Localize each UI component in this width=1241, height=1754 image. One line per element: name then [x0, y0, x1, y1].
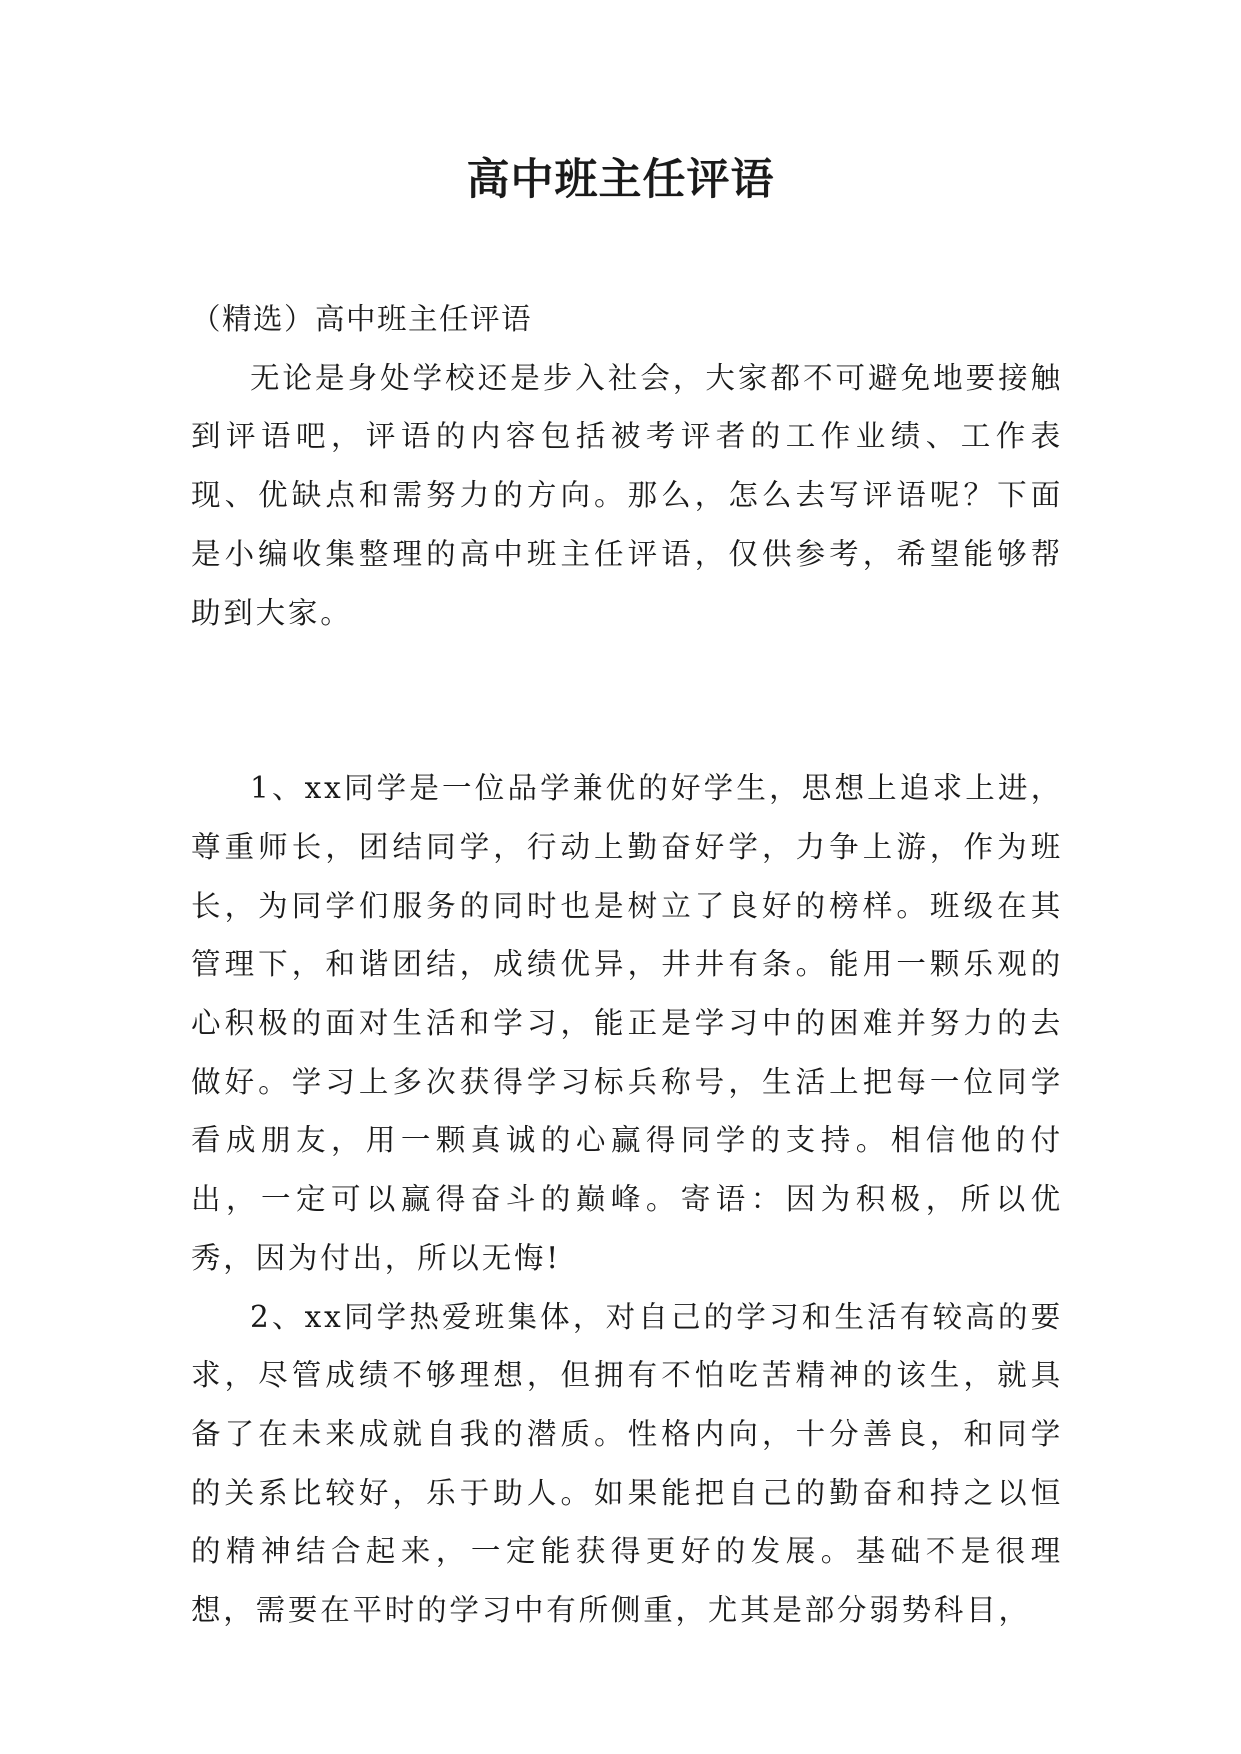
comment-paragraph-2: 2、xx同学热爱班集体，对自己的学习和生活有较高的要求，尽管成绩不够理想，但拥有不怕吃苦精神的该生，就具备了在未来成就自我的潜质。性格内向，十分善良，和同学的关系比较好，乐于助人。如果能把自己的勤奋和持之以恒的精神结合起来，一定能获得更好的发展。基础不是很理想，需要在平时的学习中有所侧重，尤其是部分弱势科目，	[191, 1299, 1063, 1628]
document-body	[191, 290, 1063, 1640]
document-title: 高中班主任评语	[466, 155, 775, 205]
intro-paragraph: 无论是身处学校还是步入社会，大家都不可避免地要接触到评语吧，评语的内容包括被考评者的工作业绩、工作表现、优缺点和需努力的方向。那么，怎么去写评语呢？下面是小编收集整理的高中班主任评语，仅供参考，希望能够帮助到大家。	[191, 360, 1063, 630]
comment-paragraph-1: 1、xx同学是一位品学兼优的好学生，思想上追求上进，尊重师长，团结同学，行动上勤奋好学，力争上游，作为班长，为同学们服务的同时也是树立了良好的榜样。班级在其管理下，和谐团结，成绩优异，井井有条。能用一颗乐观的心积极的面对生活和学习，能正是学习中的困难并努力的去做好。学习上多次获得学习标兵称号，生活上把每一位同学看成朋友，用一颗真诚的心赢得同学的支持。相信他的付出，一定可以赢得奋斗的巅峰。寄语：因为积极，所以优秀，因为付出，所以无悔!	[191, 771, 1063, 1275]
paragraph-spacer	[191, 642, 1063, 759]
document-subtitle: （精选）高中班主任评语	[191, 302, 533, 336]
